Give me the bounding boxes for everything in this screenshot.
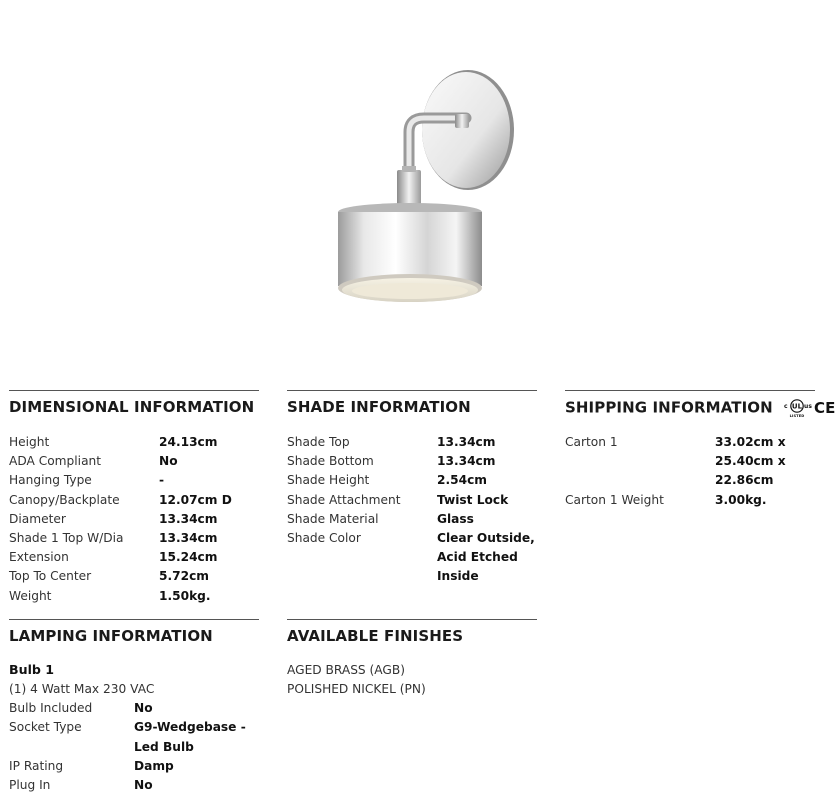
spec-value: 24.13cm bbox=[159, 435, 218, 449]
spec-row bbox=[287, 433, 562, 452]
spec-value: Clear Outside, Acid Etched Inside bbox=[437, 531, 535, 584]
product-image bbox=[0, 0, 838, 340]
spec-row bbox=[287, 471, 562, 490]
spec-row bbox=[287, 491, 562, 510]
certification-marks bbox=[784, 398, 838, 418]
spec-value: 5.72cm bbox=[159, 569, 209, 584]
spec-value: No bbox=[134, 701, 153, 716]
section-rule bbox=[9, 390, 259, 391]
spec-label: Shade Color bbox=[287, 531, 361, 546]
spec-label: Extension bbox=[9, 550, 69, 565]
section-title: AVAILABLE FINISHES bbox=[287, 627, 464, 645]
spec-value: 3.00kg. bbox=[715, 492, 767, 507]
spec-row bbox=[9, 510, 269, 529]
spec-label: Shade 1 Top W/Dia bbox=[9, 531, 124, 546]
spec-value: Twist Lock bbox=[437, 492, 509, 507]
spec-row bbox=[287, 510, 562, 529]
spec-label: Shade Top bbox=[287, 435, 350, 449]
ul-c-text: c bbox=[784, 403, 788, 410]
dimensional-section bbox=[9, 390, 269, 606]
ce-mark-icon: CE bbox=[814, 399, 836, 417]
spec-value: G9-Wedgebase - Led Bulb bbox=[134, 720, 246, 754]
finishes-section bbox=[287, 619, 537, 699]
spec-value: 2.54cm bbox=[437, 473, 487, 488]
spec-label: Weight bbox=[9, 588, 52, 603]
spec-label: Plug In bbox=[9, 778, 51, 793]
spec-row bbox=[9, 699, 269, 718]
spec-label: Canopy/Backplate bbox=[9, 492, 120, 507]
dimensional-rows bbox=[9, 433, 269, 606]
spec-value: 13.34cm bbox=[437, 454, 496, 469]
spec-row bbox=[9, 548, 269, 567]
spec-label: Top To Center bbox=[9, 569, 92, 584]
spec-label: Carton 1 bbox=[565, 435, 618, 449]
section-rule bbox=[287, 619, 537, 620]
spec-label: Socket Type bbox=[9, 720, 82, 735]
section-rule bbox=[287, 390, 537, 391]
spec-value: No bbox=[159, 454, 178, 469]
ul-text: UL bbox=[791, 402, 803, 411]
section-rule bbox=[9, 619, 259, 620]
spec-value: 13.34cm bbox=[159, 511, 218, 526]
ul-us-text: us bbox=[804, 403, 813, 410]
section-title bbox=[565, 398, 838, 418]
spec-row bbox=[9, 567, 269, 586]
spec-label: IP Rating bbox=[9, 758, 64, 773]
spec-label: Shade Height bbox=[287, 473, 370, 488]
spec-row bbox=[287, 452, 562, 471]
spec-row bbox=[9, 433, 269, 452]
bulb-description: (1) 4 Watt Max 230 VAC bbox=[9, 682, 155, 696]
spec-row bbox=[9, 491, 269, 510]
spec-label: Shade Bottom bbox=[287, 454, 374, 469]
finish-item: AGED BRASS (AGB) bbox=[287, 663, 405, 677]
lamping-rows bbox=[9, 699, 269, 795]
spec-value: 13.34cm bbox=[437, 435, 496, 449]
spec-value: 1.50kg. bbox=[159, 588, 211, 603]
spec-row bbox=[9, 529, 269, 548]
shipping-rows bbox=[565, 433, 838, 510]
section-title: DIMENSIONAL INFORMATION bbox=[9, 398, 255, 416]
spec-row bbox=[287, 529, 562, 587]
spec-row bbox=[9, 776, 269, 795]
spec-value: 33.02cm x 25.40cm x 22.86cm bbox=[715, 435, 786, 488]
backplate bbox=[422, 70, 514, 190]
spec-label: Height bbox=[9, 435, 50, 449]
spec-value: Glass bbox=[437, 511, 474, 526]
spec-value: 13.34cm bbox=[159, 531, 218, 546]
finishes-list bbox=[287, 661, 537, 699]
spec-row bbox=[9, 757, 269, 776]
spec-label: Carton 1 Weight bbox=[565, 492, 664, 507]
spec-label: Shade Material bbox=[287, 511, 379, 526]
spec-label: Hanging Type bbox=[9, 473, 92, 488]
spec-row bbox=[565, 491, 838, 510]
spec-label: ADA Compliant bbox=[9, 454, 102, 469]
shade-rows bbox=[287, 433, 562, 587]
spec-label: Diameter bbox=[9, 511, 66, 526]
section-title: LAMPING INFORMATION bbox=[9, 627, 213, 645]
lamping-section bbox=[9, 619, 269, 795]
section-rule bbox=[565, 390, 815, 391]
shipping-section bbox=[565, 390, 838, 510]
spec-value: No bbox=[134, 778, 153, 793]
spec-row bbox=[9, 718, 269, 756]
shipping-title: SHIPPING INFORMATION bbox=[565, 398, 773, 417]
spec-row bbox=[9, 587, 269, 606]
spec-label: Shade Attachment bbox=[287, 492, 401, 507]
spec-value: Damp bbox=[134, 758, 174, 773]
ul-listed-icon bbox=[784, 398, 838, 418]
bulb-heading: Bulb 1 bbox=[9, 662, 55, 677]
spec-row bbox=[9, 452, 269, 471]
spec-label: Bulb Included bbox=[9, 701, 93, 716]
shade-section bbox=[287, 390, 562, 587]
shade bbox=[338, 203, 482, 302]
spec-row bbox=[9, 471, 269, 490]
ul-listed-text: LISTED bbox=[789, 414, 805, 418]
spec-row bbox=[565, 433, 838, 491]
spec-value: 12.07cm D bbox=[159, 492, 232, 507]
spec-value: 15.24cm bbox=[159, 550, 218, 565]
spec-value: - bbox=[159, 473, 165, 488]
finish-item: POLISHED NICKEL (PN) bbox=[287, 682, 426, 697]
section-title: SHADE INFORMATION bbox=[287, 398, 471, 416]
